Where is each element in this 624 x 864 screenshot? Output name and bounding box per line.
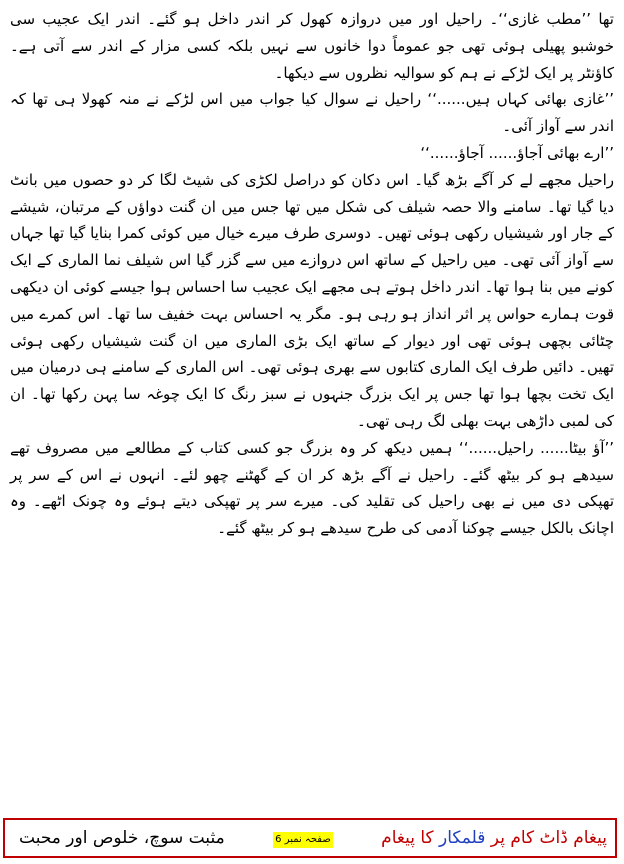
footer-title-part-2: قلمکار: [439, 828, 486, 848]
page-number-badge: صفحہ نمبر 6: [273, 832, 333, 848]
paragraph-3: ’’ارے بھائی آجاؤ...... آجاؤ......‘‘: [420, 143, 614, 162]
footer-title-part-3: کا پیغام: [381, 828, 440, 848]
paragraph-4: راحیل مجھے لے کر آگے بڑھ گیا۔ اس دکان کو دراصل لکڑی کی شیٹ لگا کر دو حصوں میں بانٹ دیا گیا تھا۔ سامنے والا حصہ شیلف کی شکل میں تھا جس میں ان گنت دواؤں کے مرتبان، شیشے کے جار اور شیشیاں رکھی ہوئی تھیں۔ دوسری طرف میرے خیال میں کوئی کمرا بنایا گیا تھا جہاں سے آواز آئی تھی۔ میں راحیل کے ساتھ اس دروازے میں سے گزر گیا اس شیلف نما الماری کے ایک کونے میں بنا ہوا تھا۔ اندر داخل ہوتے ہی مجھے ایک عجیب سا احساس ہوا جیسے کوئی ان دیکھی قوت ہمارے حواس پر اثر انداز ہو رہی ہو۔ مگر یہ احساس بہت خفیف سا تھا۔ اس کمرے میں چٹائی بچھی ہوئی تھی اور دیوار کے ساتھ ایک بڑی الماری میں ان گنت شیشیاں رکھی ہوئی تھیں۔ دائیں طرف ایک الماری کتابوں سے بھری ہوئی تھی۔ اس الماری کے سامنے ہی درمیان میں ایک تخت بچھا ہوا تھا جس پر ایک بزرگ جنہوں نے سبز رنگ کا ایک چوغہ سا پہن رکھا تھا۔ ان کی لمبی داڑھی بہت بھلی لگ رہی تھی۔: [9, 170, 614, 430]
page-footer: [3, 818, 617, 858]
paragraph-5: ’’آؤ بیٹا...... راحیل......‘‘ ہمیں دیکھ کر وہ بزرگ جو کسی کتاب کے مطالعے میں مصروف تھے سیدھے ہو کر بیٹھ گئے۔ راحیل نے آگے بڑھ کر ان کے گھٹنے چھو لئے۔ انہوں نے اس کے سر پر تھپکی دی میں نے بھی راحیل کی تقلید کی۔ میرے سر پر تھپکی دیتے ہوئے وہ چونک اٹھے۔ وہ اچانک بالکل جیسے چوکنا آدمی کی طرح سیدھے ہو کر بیٹھ گئے۔: [10, 438, 614, 538]
story-text: [10, 6, 614, 542]
footer-title: [381, 828, 607, 848]
footer-motto: مثبت سوچ، خلوص اور محبت: [19, 828, 225, 848]
paragraph-1: تھا ’’مطب غازی‘‘۔ راحیل اور میں دروازہ کھول کر اندر داخل ہو گئے۔ اندر ایک عجیب سی خوشبو پھیلی ہوئی تھی جو عموماً دوا خانوں سے نہیں بلکہ کسی مزار کے اندر سے آتی ہے۔ کاؤنٹر پر ایک لڑکے نے ہم کو سوالیہ نظروں سے دیکھا۔: [10, 10, 614, 82]
footer-title-part-1: پیغام ڈاٹ کام پر: [485, 828, 607, 848]
paragraph-2: ’’غازی بھائی کہاں ہیں......‘‘ راحیل نے سوال کیا جواب میں اس لڑکے نے منہ کھولا ہی تھا کہ اندر سے آواز آئی۔: [10, 90, 614, 136]
